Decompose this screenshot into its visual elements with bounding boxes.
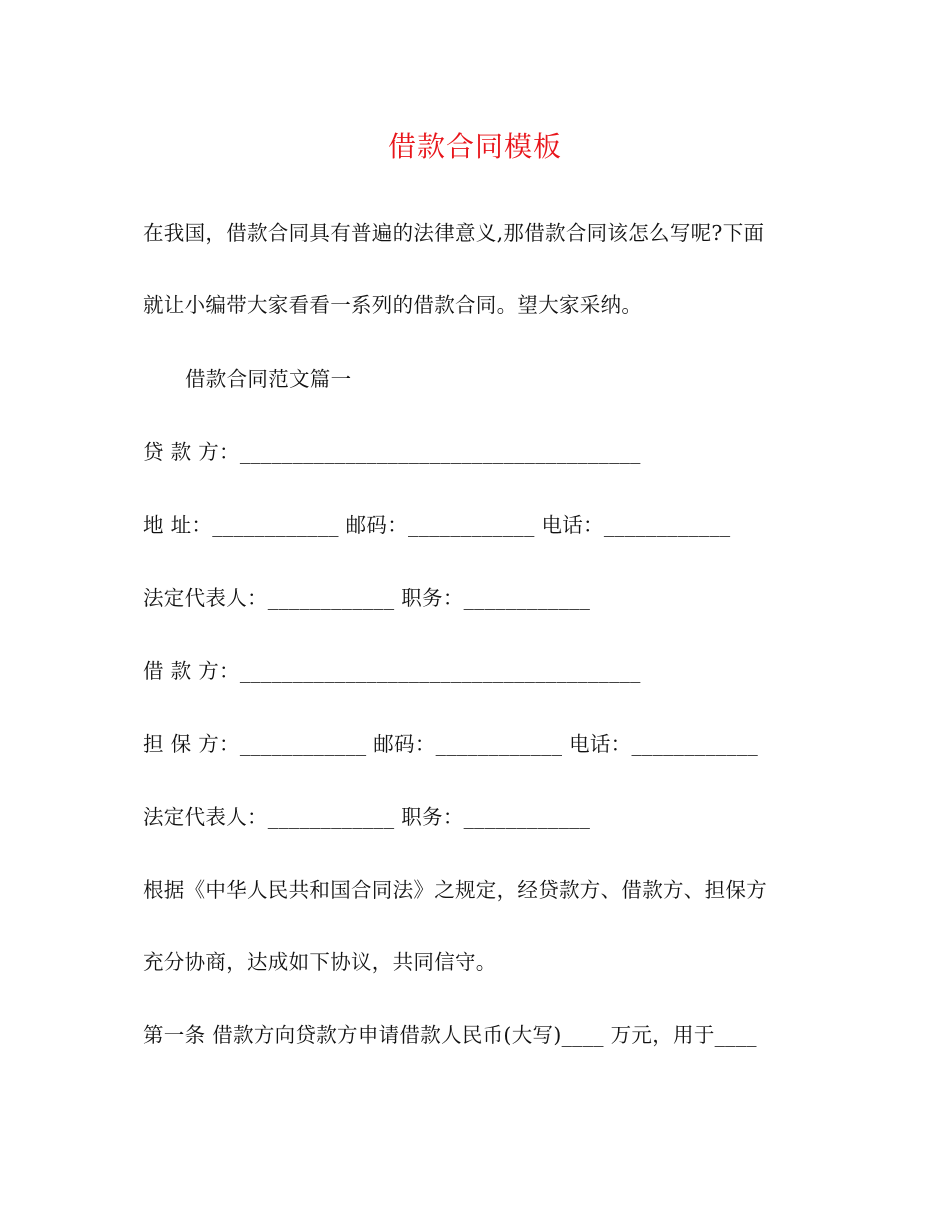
intro-line-1: 在我国，借款合同具有普遍的法律意义,那借款合同该怎么写呢?下面	[143, 221, 765, 245]
intro-line-2: 就让小编带大家看看一系列的借款合同。望大家采纳。	[143, 293, 643, 317]
article-1: 第一条 借款方向贷款方申请借款人民币(大写)____ 万元，用于____	[143, 1023, 757, 1047]
section-heading: 借款合同范文篇一	[185, 367, 352, 391]
basis-line-1: 根据《中华人民共和国合同法》之规定，经贷款方、借款方、担保方	[143, 878, 767, 902]
document-title: 借款合同模板	[387, 130, 562, 163]
lender-representative-fields: 法定代表人：____________ 职务：____________	[143, 586, 591, 610]
guarantor-contact-fields: 担 保 方：____________ 邮码：____________ 电话：____________	[143, 732, 759, 756]
lender-contact-fields: 地 址：____________ 邮码：____________ 电话：____________	[143, 513, 731, 537]
guarantor-representative-fields: 法定代表人：____________ 职务：____________	[143, 805, 591, 829]
borrower-field: 借 款 方：______________________________________	[143, 659, 641, 683]
basis-line-2: 充分协商，达成如下协议，共同信守。	[143, 950, 497, 974]
lender-field: 贷 款 方：______________________________________	[143, 440, 641, 464]
